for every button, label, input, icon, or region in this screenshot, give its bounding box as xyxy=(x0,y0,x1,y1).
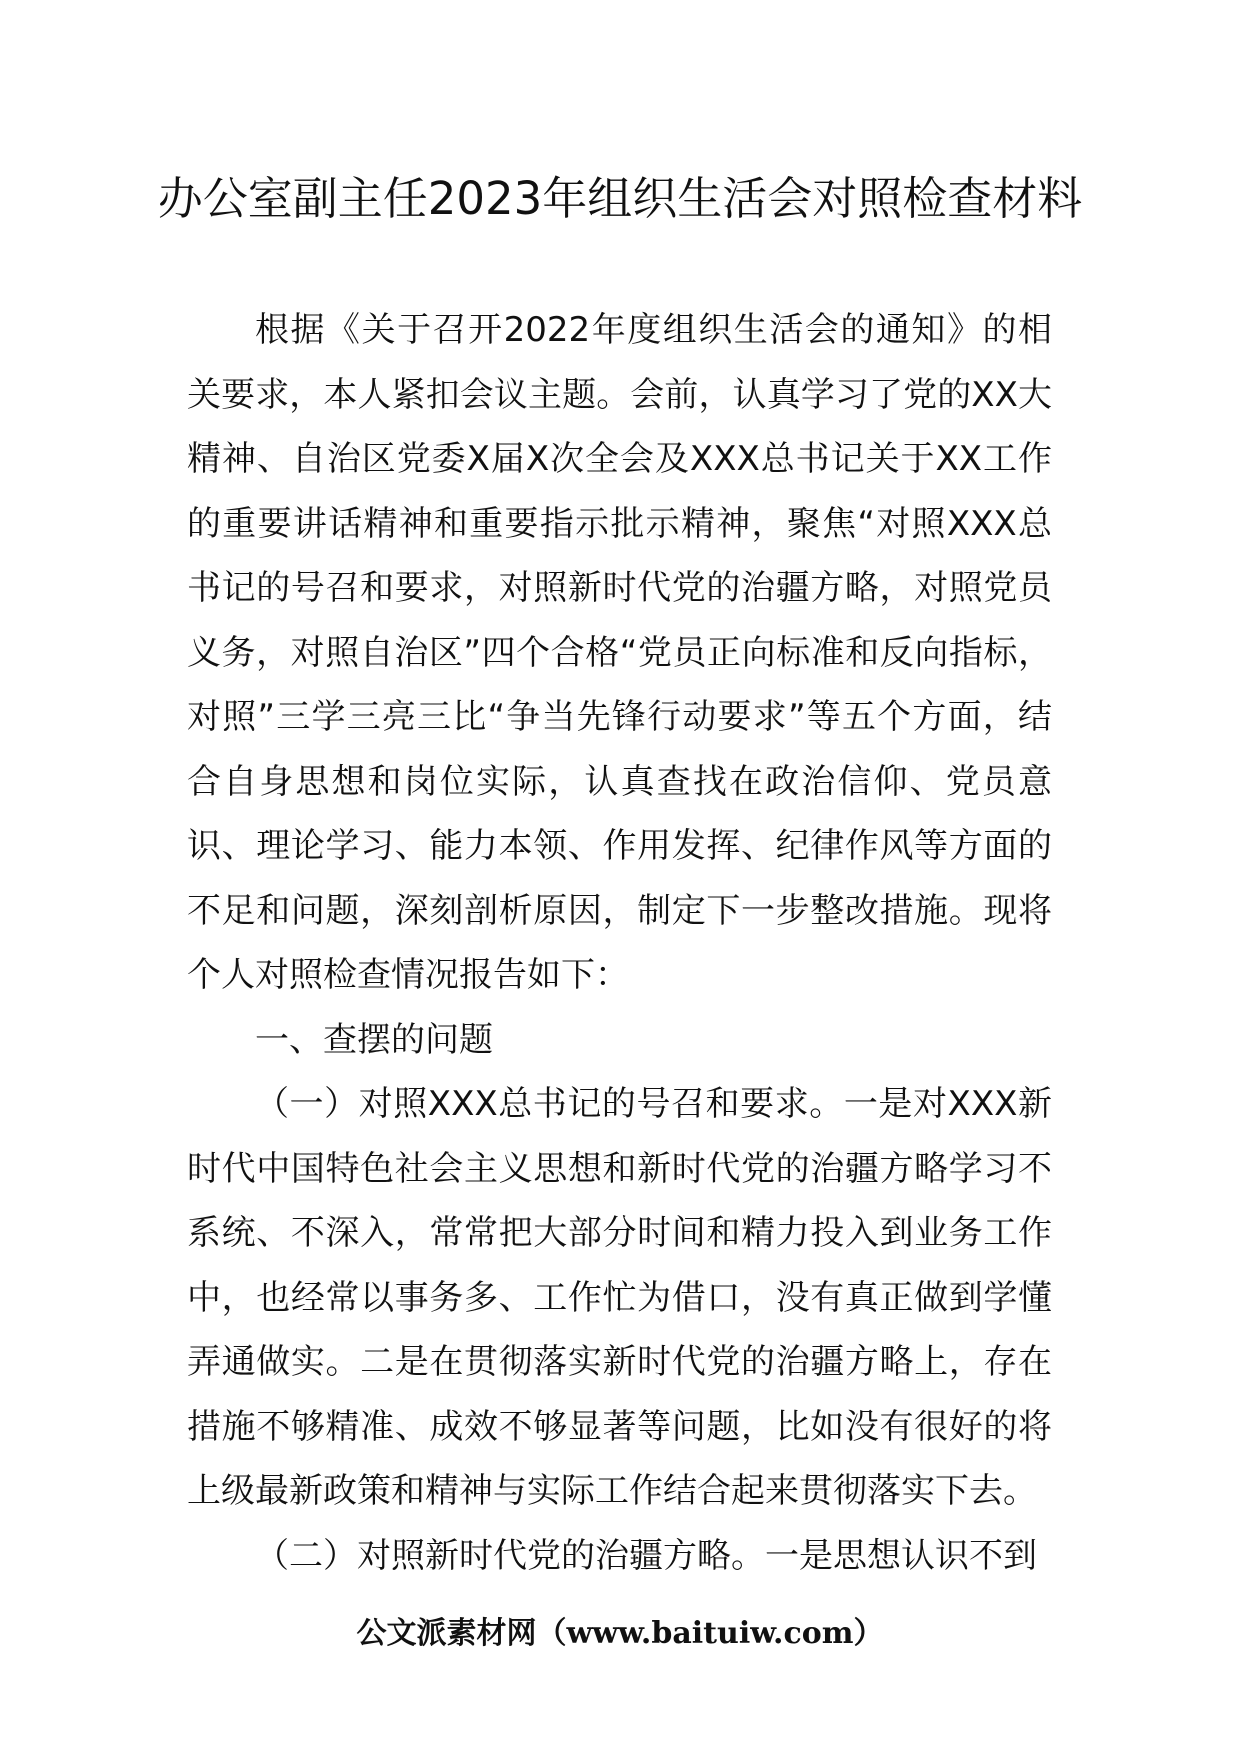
footer-watermark: 公文派素材网（www.baituiw.com） xyxy=(356,1616,884,1651)
section-1-paragraph: （一）对照XXX总书记的号召和要求。一是对XXX新时代中国特色社会主义思想和新时代党的治疆方略学习不系统、不深入，常常把大部分时间和精力投入到业务工作中，也经常以事务多、工作忙为借口，没有真正做到学懂弄通做实。二是在贯彻落实新时代党的治疆方略上，存在措施不够精准、成效不够显著等问题，比如没有很好的将上级最新政策和精神与实际工作结合起来贯彻落实下去。 xyxy=(187,1084,1052,1511)
intro-paragraph: 根据《关于召开2022年度组织生活会的通知》的相关要求，本人紧扣会议主题。会前，认真学习了党的XX大精神、自治区党委X届X次全会及XXX总书记关于XX工作的重要讲话精神和重要指示批示精神，聚焦“对照XXX总书记的号召和要求，对照新时代党的治疆方略，对照党员义务，对照自治区”四个合格“党员正向标准和反向指标，对照”三学三亮三比“争当先锋行动要求”等五个方面，结合自身思想和岗位实际，认真查找在政治信仰、党员意识、理论学习、能力本领、作用发挥、纪律作风等方面的不足和问题，深刻剖析原因，制定下一步整改措施。现将个人对照检查情况报告如下： xyxy=(187,310,1052,995)
document-body xyxy=(187,298,1052,1588)
document-title: 办公室副主任2023年组织生活会对照检查材料 xyxy=(157,172,1083,225)
section-heading: 一、查摆的问题 xyxy=(255,1019,493,1060)
section-2-paragraph: （二）对照新时代党的治疆方略。一是思想认识不到 xyxy=(255,1535,1037,1576)
